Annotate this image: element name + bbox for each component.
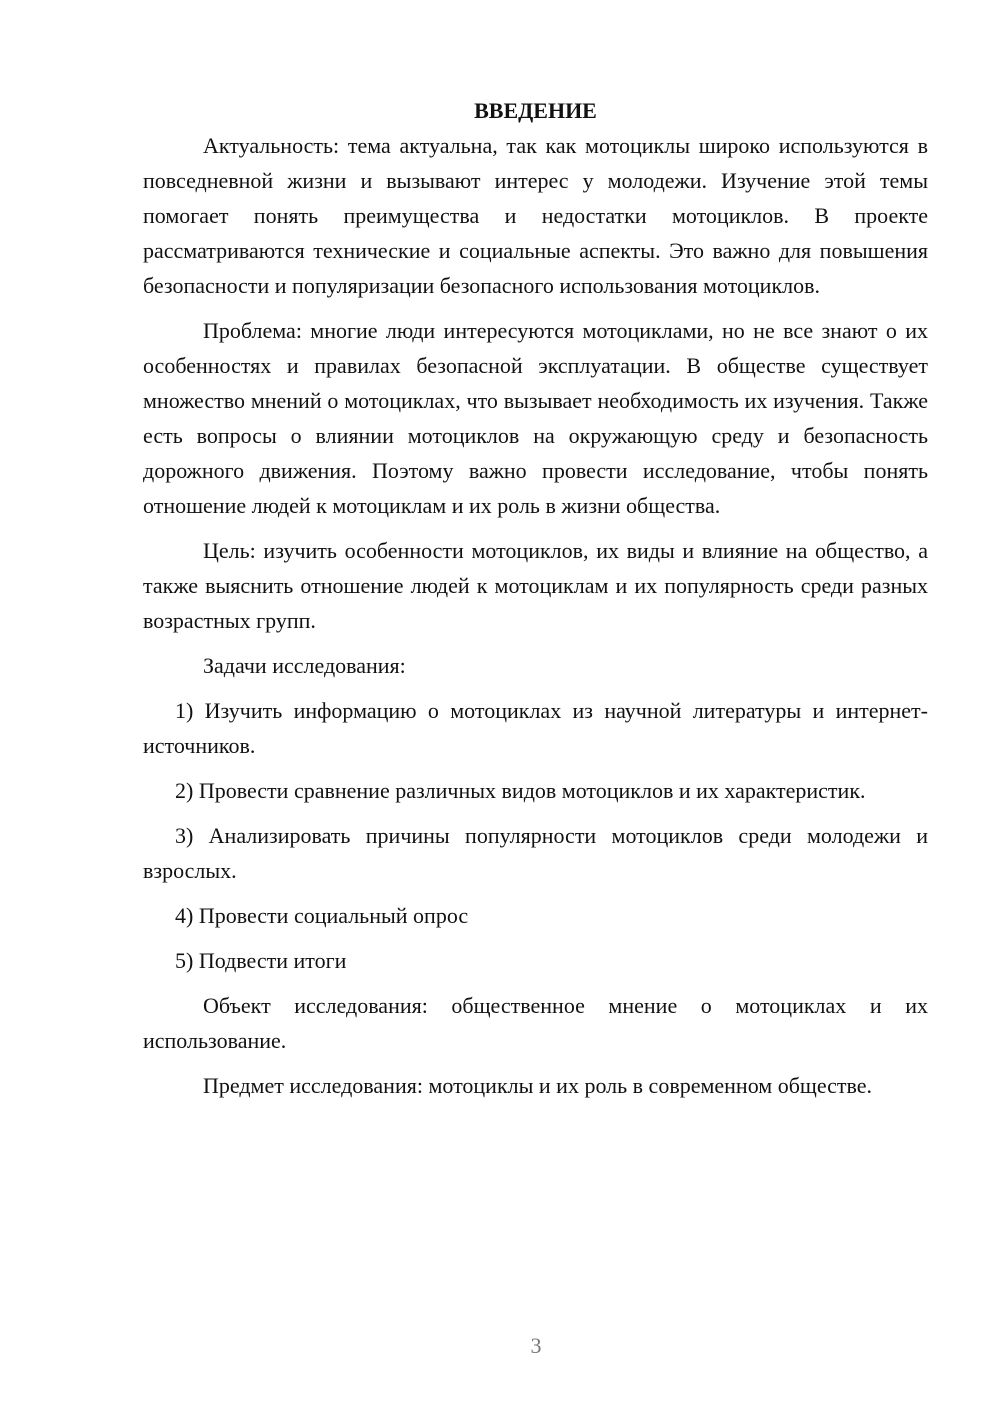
list-item: 4) Провести социальный опрос bbox=[175, 903, 469, 928]
paragraph-subject: Предмет исследования: мотоциклы и их роль в современном обществе. bbox=[203, 1073, 873, 1098]
tasks-list bbox=[143, 693, 928, 978]
paragraph-goal: Цель: изучить особенности мотоциклов, их виды и влияние на общество, а также выяснить отношение людей к мотоциклам и их популярность среди разных возрастных групп. bbox=[143, 538, 928, 633]
paragraph-object: Объект исследования: общественное мнение о мотоциклах и их использование. bbox=[143, 993, 928, 1053]
tasks-heading: Задачи исследования: bbox=[203, 653, 406, 678]
list-item: 2) Провести сравнение различных видов мотоциклов и их характеристик. bbox=[175, 778, 866, 803]
paragraph-problem: Проблема: многие люди интересуются мотоциклами, но не все знают о их особенностях и правилах безопасной эксплуатации. В обществе существует множество мнений о мотоциклах, что вызывает необходимость их изучения. Также есть вопросы о влиянии мотоциклов на окружающую среду и безопасность дорожного движения. Поэтому важно провести исследование, чтобы понять отношение людей к мотоциклам и их роль в жизни общества. bbox=[143, 318, 928, 518]
page-number: 3 bbox=[530, 1333, 542, 1358]
list-item: 1) Изучить информацию о мотоциклах из научной литературы и интернет-источников. bbox=[143, 698, 928, 758]
document-body bbox=[143, 93, 928, 1113]
paragraph-relevance: Актуальность: тема актуальна, так как мотоциклы широко используются в повседневной жизни и вызывают интерес у молодежи. Изучение этой темы помогает понять преимущества и недостатки мотоциклов. В проекте рассматриваются технические и социальные аспекты. Это важно для повышения безопасности и популяризации безопасного использования мотоциклов. bbox=[143, 133, 928, 298]
list-item: 3) Анализировать причины популярности мотоциклов среди молодежи и взрослых. bbox=[143, 823, 928, 883]
list-item: 5) Подвести итоги bbox=[175, 948, 347, 973]
section-title: ВВЕДЕНИЕ bbox=[474, 98, 597, 123]
